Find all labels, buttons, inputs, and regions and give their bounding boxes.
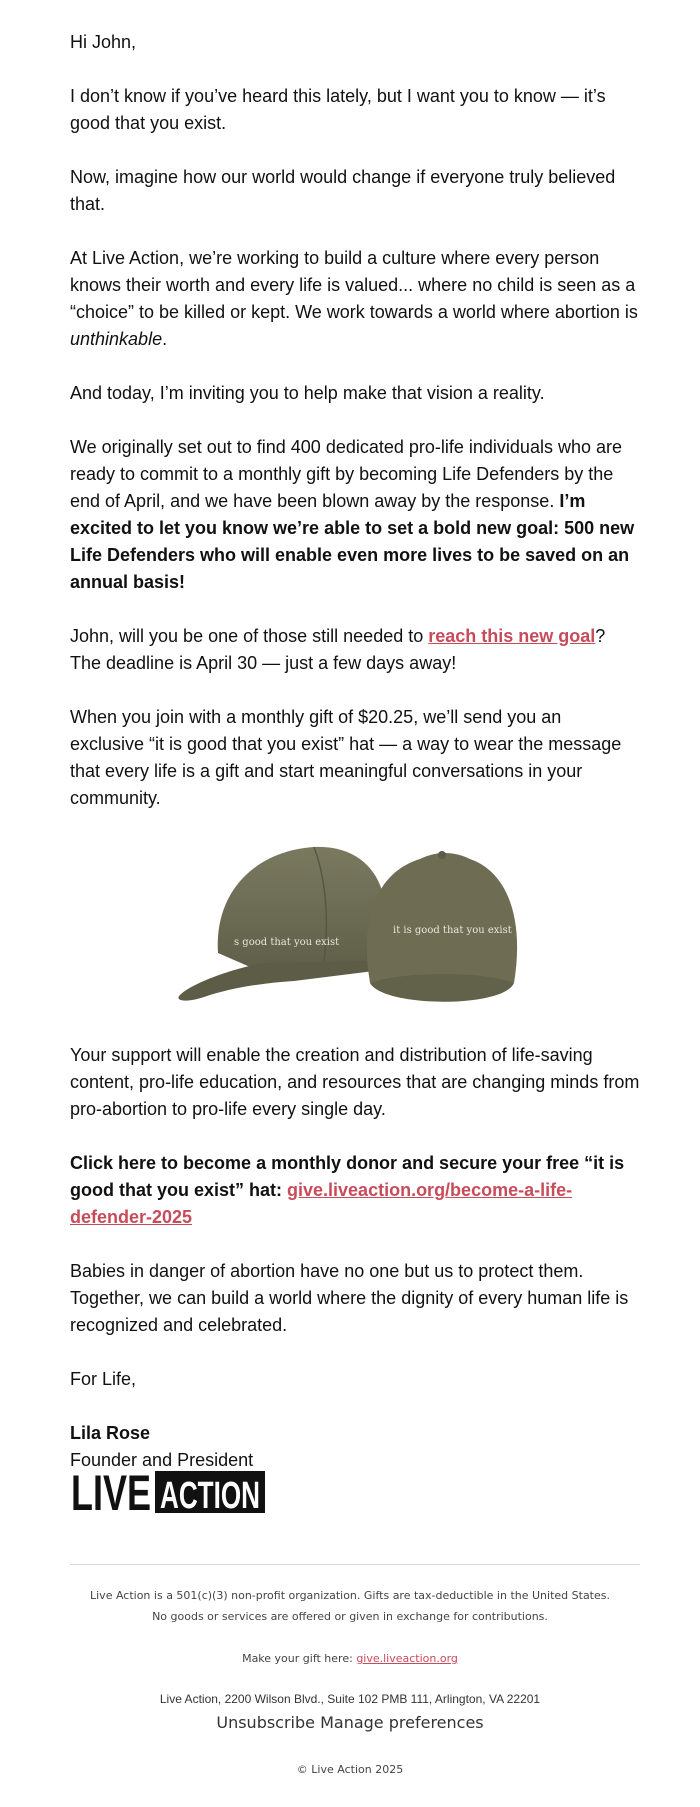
paragraph-support: Your support will enable the creation and distribution of life-saving content, pro-life education, and resources that are changing minds from pro-abortion to pro-life every single day.	[70, 1045, 640, 1119]
deadline-text-b: ? The deadline is April 30 — just a few days away!	[70, 626, 606, 673]
live-action-logo	[71, 1467, 265, 1520]
closing: For Life,	[70, 1369, 137, 1389]
paragraph-hat-offer: When you join with a monthly gift of $20.25, we’ll send you an exclusive “it is good that you exist” hat — a way to wear the message that every life is a gift and start meaningful conversations in your community.	[70, 707, 622, 808]
goal-bold: I’m excited to let you know we’re able to set a bold new goal: 500 new Life Defenders who will enable even more lives to be saved on an annual basis!	[70, 491, 635, 592]
paragraph-babies: Babies in danger of abortion have no one but us to protect them. Together, we can build a world where the dignity of every human life is recognized and celebrated.	[70, 1261, 629, 1335]
signature	[70, 1420, 640, 1474]
become-life-defender-link[interactable]: give.liveaction.org/become-a-life-defender-2025	[70, 1180, 573, 1227]
manage-preferences-link[interactable]: Manage preferences	[320, 1713, 484, 1732]
deadline-text-a: John, will you be one of those still needed to	[70, 626, 429, 646]
paragraph-imagine: Now, imagine how our world would change if everyone truly believed that.	[70, 167, 616, 214]
paragraph-cta	[70, 1150, 640, 1231]
reach-goal-link[interactable]: reach this new goal	[428, 626, 596, 646]
goal-text: We originally set out to find 400 dedicated pro-life individuals who are ready to commit to a monthly gift by becoming Life Defenders by the end of April, and we have been blown away by the response.	[70, 437, 622, 511]
hat-right-text: it is good that you exist	[393, 925, 512, 936]
culture-text: At Live Action, we’re working to build a culture where every person knows their worth and every life is valued... where no child is seen as a “choice” to be killed or kept. We work towards a world where abortion is	[70, 248, 638, 322]
footer-copyright: © Live Action 2025	[296, 1763, 404, 1776]
footer-divider	[70, 1564, 640, 1565]
footer-legal-line2: No goods or services are offered or given in exchange for contributions.	[152, 1610, 548, 1623]
paragraph-goal	[70, 434, 640, 596]
footer-legal-line1: Live Action is a 501(c)(3) non-profit organization. Gifts are tax-deductible in the United States.	[90, 1589, 610, 1602]
paragraph-intro: I don’t know if you’ve heard this lately, but I want you to know — it’s good that you exist.	[70, 86, 606, 133]
gift-link[interactable]: give.liveaction.org	[356, 1652, 458, 1665]
hat-right	[367, 851, 517, 1002]
signature-name: Lila Rose	[70, 1423, 151, 1443]
email-content	[70, 29, 640, 1474]
logo-live: LIVE	[71, 1465, 151, 1521]
paragraph-invite: And today, I’m inviting you to help make that vision a reality.	[70, 383, 545, 403]
greeting: Hi John,	[70, 32, 137, 52]
signature-title: Founder and President	[70, 1450, 254, 1470]
hat-left	[178, 847, 386, 1001]
gift-prefix: Make your gift here:	[242, 1652, 357, 1665]
hat-image	[174, 833, 536, 1009]
unsubscribe-link[interactable]: Unsubscribe	[216, 1713, 315, 1732]
footer-gift	[0, 1651, 700, 1667]
cta-bold: Click here to become a monthly donor and secure your free “it is good that you exist” hat:	[70, 1153, 625, 1200]
logo-action: ACTION	[160, 1475, 260, 1517]
footer-legal	[0, 1585, 700, 1627]
paragraph-culture	[70, 245, 640, 353]
footer-links	[0, 1713, 700, 1732]
culture-end: .	[162, 329, 168, 349]
footer-address: Live Action, 2200 Wilson Blvd., Suite 102 PMB 111, Arlington, VA 22201	[159, 1692, 541, 1706]
paragraph-deadline	[70, 623, 640, 677]
hat-left-text: s good that you exist	[234, 937, 340, 948]
unthinkable-text: unthinkable	[70, 329, 163, 349]
